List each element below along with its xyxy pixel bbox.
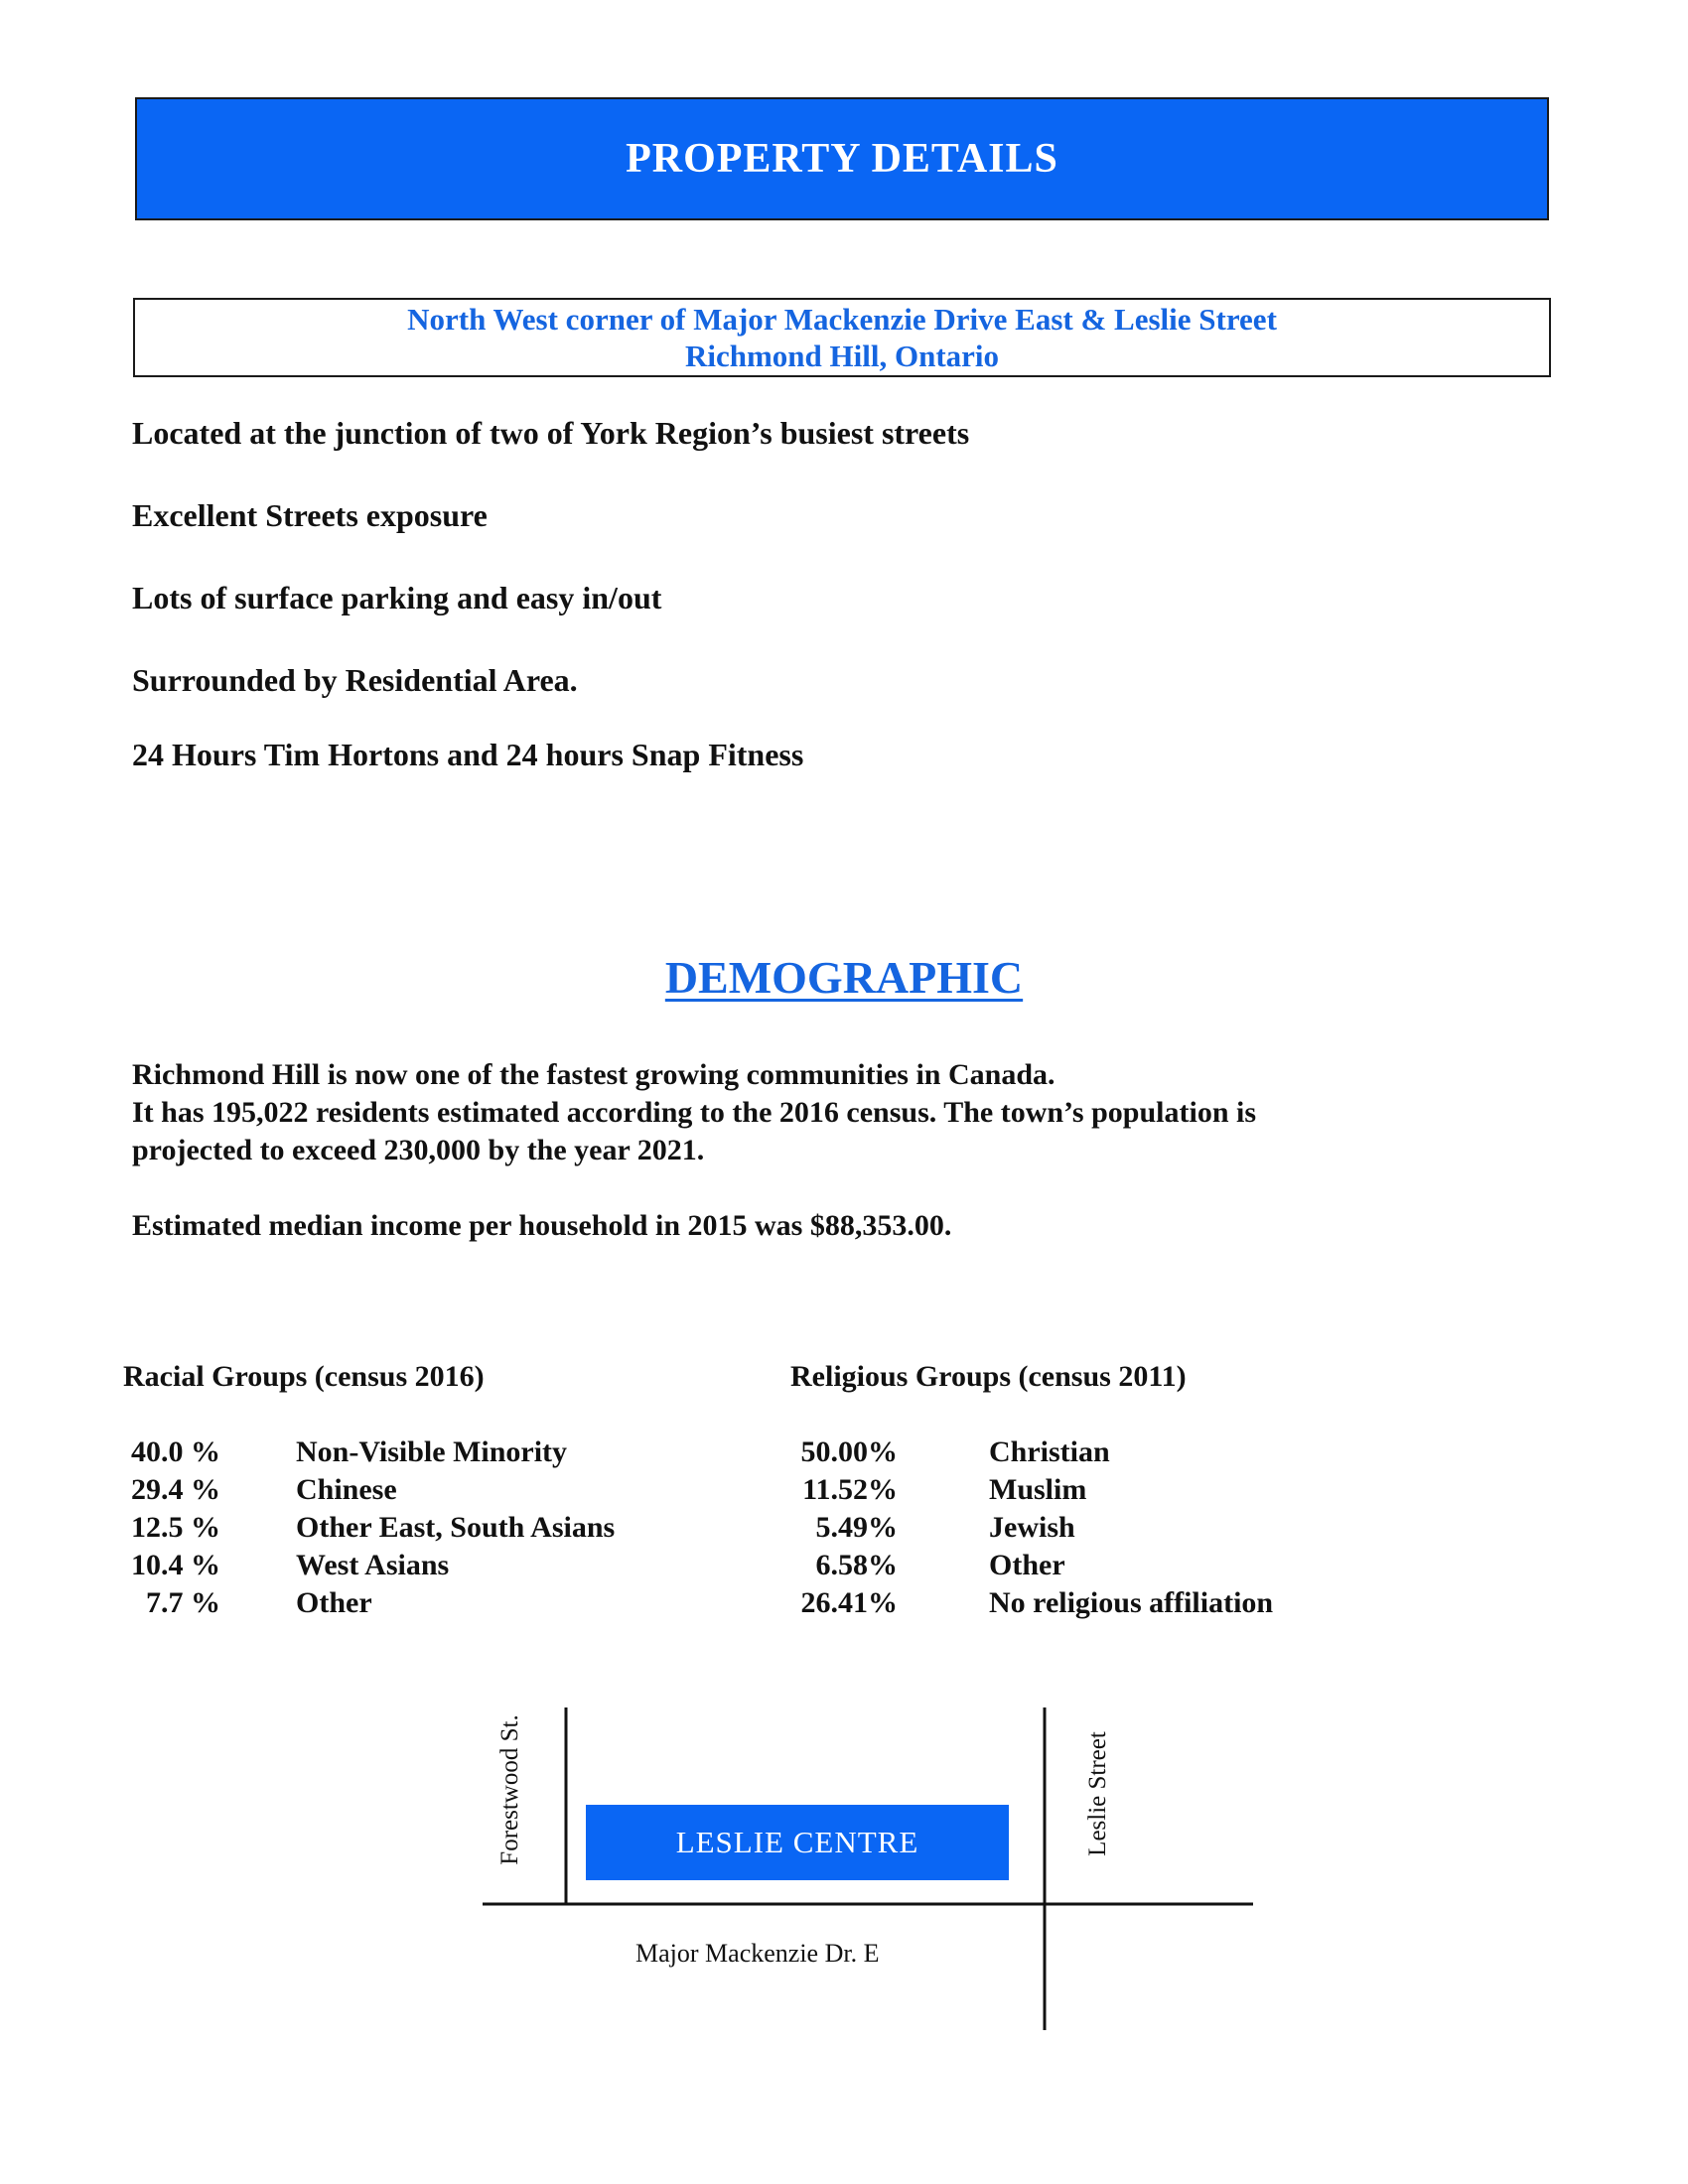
racial-label: Other xyxy=(296,1586,372,1619)
demographic-line: Richmond Hill is now one of the fastest growing communities in Canada. xyxy=(132,1058,1055,1091)
religious-pct: 11.52% xyxy=(802,1473,898,1506)
income-line: Estimated median income per household in 2015 was $88,353.00. xyxy=(132,1209,952,1242)
religious-pct: 6.58% xyxy=(815,1549,898,1581)
feature-item: Lots of surface parking and easy in/out xyxy=(132,580,662,615)
racial-pct: 29.4 % xyxy=(131,1473,220,1506)
racial-pct: 7.7 % xyxy=(146,1586,220,1619)
location-line-1: North West corner of Major Mackenzie Drive East & Leslie Street xyxy=(407,302,1277,337)
religious-label: Other xyxy=(989,1549,1065,1581)
racial-label: West Asians xyxy=(296,1549,450,1581)
demographic-heading: DEMOGRAPHIC xyxy=(664,952,1024,1003)
feature-item: Located at the junction of two of York Region’s busiest streets xyxy=(132,415,970,451)
page-title: PROPERTY DETAILS xyxy=(626,136,1058,182)
demographic-line: It has 195,022 residents estimated according to the 2016 census. The town’s population is xyxy=(132,1096,1257,1129)
racial-pct: 12.5 % xyxy=(131,1511,220,1544)
major-mackenzie-label: Major Mackenzie Dr. E xyxy=(635,1939,880,1968)
feature-item: Excellent Streets exposure xyxy=(132,497,488,533)
religious-label: Christian xyxy=(989,1435,1110,1468)
religious-label: Muslim xyxy=(989,1473,1087,1506)
leslie-street-label: Leslie Street xyxy=(1084,1731,1111,1856)
racial-pct: 10.4 % xyxy=(131,1549,220,1581)
religious-pct: 50.00% xyxy=(800,1435,898,1468)
religious-pct: 26.41% xyxy=(800,1586,898,1619)
racial-label: Other East, South Asians xyxy=(296,1511,616,1544)
religious-groups-heading: Religious Groups (census 2011) xyxy=(790,1360,1187,1393)
racial-label: Chinese xyxy=(296,1473,397,1506)
religious-pct: 5.49% xyxy=(815,1511,898,1544)
demographic-line: projected to exceed 230,000 by the year 2021. xyxy=(132,1134,705,1166)
religious-label: Jewish xyxy=(989,1511,1075,1544)
religious-label: No religious affiliation xyxy=(989,1586,1274,1619)
leslie-centre-block xyxy=(586,1805,1009,1880)
leslie-centre-label: LESLIE CENTRE xyxy=(675,1825,919,1859)
location-line-2: Richmond Hill, Ontario xyxy=(684,339,1000,373)
forestwood-street-label: Forestwood St. xyxy=(496,1714,523,1865)
racial-pct: 40.0 % xyxy=(131,1435,220,1468)
feature-item: Surrounded by Residential Area. xyxy=(132,662,578,698)
racial-label: Non-Visible Minority xyxy=(296,1435,568,1468)
feature-item: 24 Hours Tim Hortons and 24 hours Snap Fitness xyxy=(132,737,804,772)
racial-groups-heading: Racial Groups (census 2016) xyxy=(123,1360,485,1393)
